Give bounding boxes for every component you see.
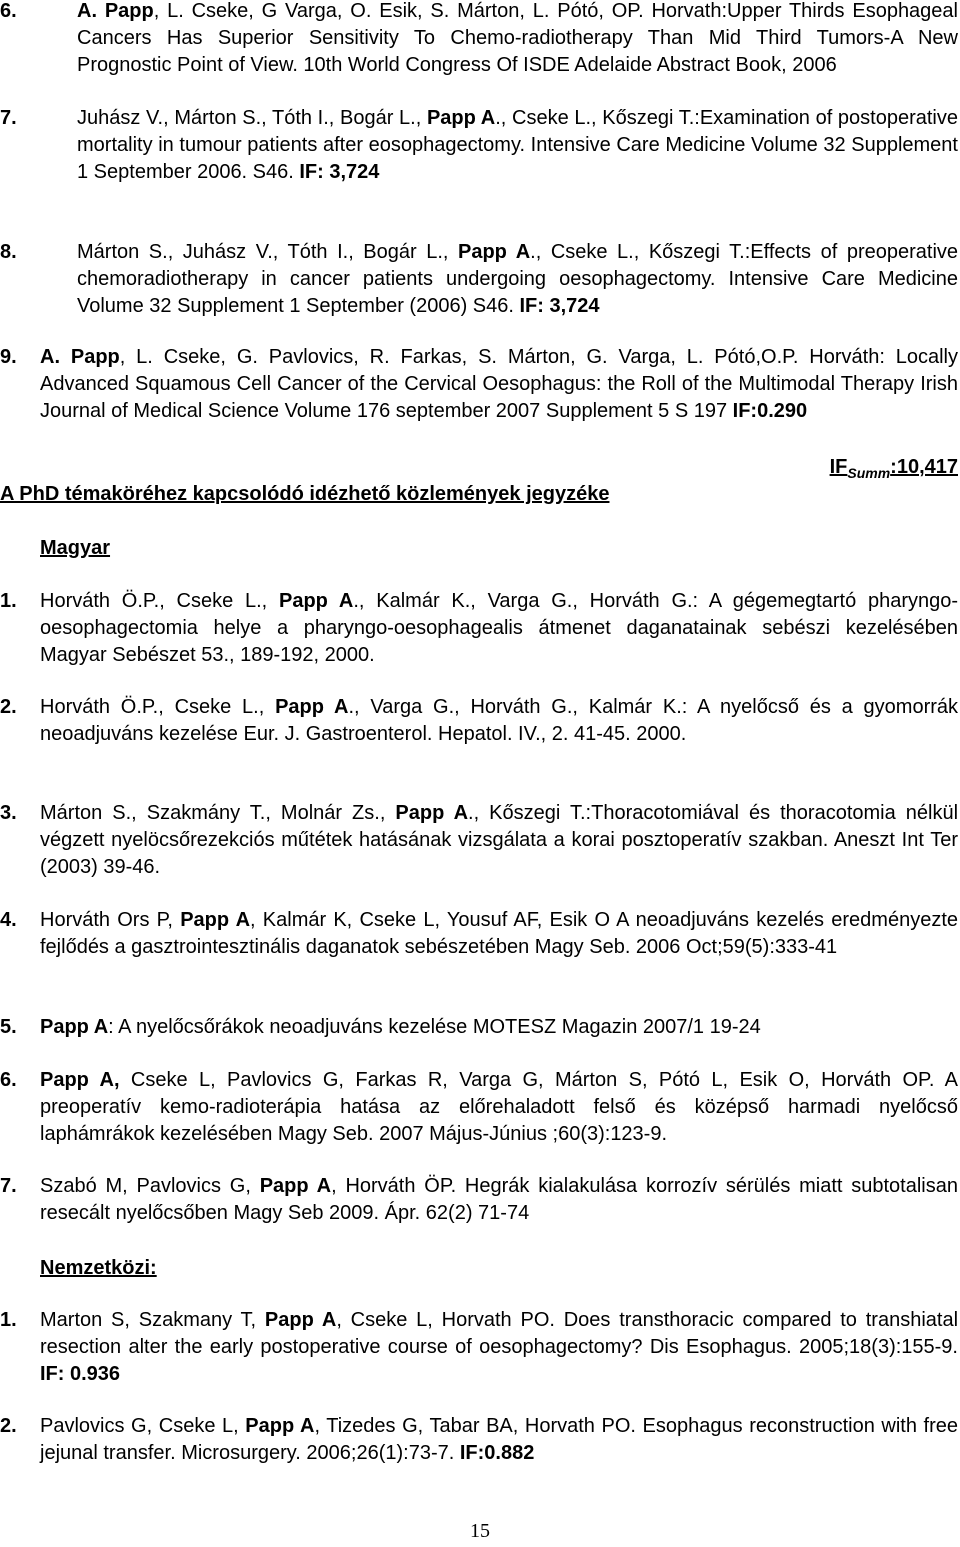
text-run: ., Cseke L., Kőszegi T.:Examination of postoperative mortality in tumour patients after eosophagectomy. Intensive Care Medicine Volume 32 Supplement 1 September 2006. S46. (77, 107, 958, 183)
text-run: ., Kőszegi T.:Thoracotomiával és thoracotomia nélkül végzett nyelöcsőrezekciós műtétek hatásának vizsgálata a korai posztoperatív szakban. Aneszt Int Ter (2003) 39-46. (40, 802, 959, 878)
text-run: , Cseke L, Horvath PO. Does transthoracic compared to transhiatal resection alter the early postoperative course of oesophagectomy? Dis Esophagus. 2005;18(3):155-9. (40, 1309, 959, 1358)
reference-text (40, 800, 958, 881)
reference-text (77, 239, 958, 320)
text-run: , Kalmár K, Cseke L, Yousuf AF, Esik O A neoadjuváns kezelés eredményezte fejlődés a gasztrointesztinális daganatok sebészetében Magy Seb. 2006 Oct;59(5):333-41 (40, 909, 959, 958)
bold-text: A. Papp (77, 0, 154, 22)
bold-text: A. Papp (40, 346, 120, 368)
text-run: ., Varga G., Horváth G., Kalmár K.: A nyelőcső és a gyomorrák neoadjuváns kezelése Eur. J. Gastroenterol. Hepatol. IV., 2. 41-45. 2000. (40, 696, 959, 745)
reference-text (40, 1014, 958, 1041)
bold-text: Papp A (395, 802, 469, 824)
reference-item (0, 694, 958, 748)
reference-number: 5. (0, 1016, 17, 1038)
section-heading: A PhD témaköréhez kapcsolódó idézhető közlemények jegyzéke (0, 483, 610, 505)
bold-text: IF: 3,724 (299, 161, 380, 183)
reference-text (40, 344, 958, 425)
text-run: : A nyelőcsőrákok neoadjuváns kezelése MOTESZ Magazin 2007/1 19-24 (108, 1016, 761, 1038)
reference-item (0, 239, 958, 320)
reference-text (40, 588, 958, 669)
text-run: , Horváth ÖP. Hegrák kialakulása korrozív sérülés miatt subtotalisan resecált nyelőcsőben Magy Seb 2009. Ápr. 62(2) 71-74 (40, 1175, 958, 1224)
page-number: 15 (470, 1520, 490, 1542)
text-run: , L. Cseke, G Varga, O. Esik, S. Márton, L. Pótó, OP. Horvath:Upper Thirds Esophageal Cancers Has Superior Sensitivity To Chemo-radiotherapy Than Mid Third Tumors-A New Prognostic Point of View. 10th World Congress Of ISDE Adelaide Abstract Book, 2006 (77, 0, 958, 76)
bold-text: Papp A (259, 1175, 332, 1197)
reference-text (77, 0, 958, 79)
reference-number: 9. (0, 346, 17, 368)
if-summary-prefix: IF (829, 456, 848, 478)
subheading-nemzetkozi: Nemzetközi: (40, 1257, 157, 1279)
reference-text (40, 694, 958, 748)
reference-text (77, 105, 958, 186)
reference-text (40, 1173, 958, 1227)
text-run: Szabó M, Pavlovics G, (40, 1175, 260, 1197)
bold-text: Papp A (426, 107, 496, 129)
reference-text (40, 1413, 958, 1467)
reference-number: 3. (0, 802, 17, 824)
bold-text: IF:0.882 (459, 1442, 535, 1464)
bold-text: IF:0.290 (732, 400, 808, 422)
reference-number: 2. (0, 696, 17, 718)
bold-text: IF: 3,724 (519, 295, 600, 317)
reference-item (0, 1067, 958, 1148)
reference-item (0, 907, 958, 961)
text-run: Horváth Ö.P., Cseke L., (40, 590, 279, 612)
bold-text: IF: 0.936 (40, 1363, 121, 1385)
subheading-magyar: Magyar (40, 537, 111, 559)
impact-factor-summary (830, 452, 958, 488)
reference-number: 1. (0, 1309, 17, 1331)
reference-item (0, 1173, 958, 1227)
reference-number: 4. (0, 909, 17, 931)
text-run: ., Cseke L., Kőszegi T.:Effects of preoperative chemoradiotherapy in cancer patients undergoing oesophagectomy. Intensive Care Medicine Volume 32 Supplement 1 September (2006) S46. (77, 241, 959, 317)
reference-item (0, 1014, 958, 1041)
bold-text: Papp A (458, 241, 531, 263)
reference-item (0, 588, 958, 669)
text-run: , Tizedes G, Tabar BA, Horvath PO. Esophagus reconstruction with free jejunal transfer. Microsurgery. 2006;26(1):73-7. (40, 1415, 959, 1464)
reference-text (40, 907, 958, 961)
text-run: Marton S, Szakmany T, (40, 1309, 265, 1331)
text-run: Márton S., Juhász V., Tóth I., Bogár L., (77, 241, 458, 263)
text-run: Márton S., Szakmány T., Molnár Zs., (40, 802, 396, 824)
text-run: Pavlovics G, Cseke L, (40, 1415, 246, 1437)
reference-number: 7. (0, 107, 17, 129)
text-run: Cseke L, Pavlovics G, Farkas R, Varga G, Márton S, Pótó L, Esik O, Horváth OP. A preoperatív kemo-radioterápia hatása az előrehaladott felső és középső harmadi nyelőcső laphámrákok kezelésében Magy Seb. 2007 Május-Június ;60(3):123-9. (40, 1069, 958, 1145)
bold-text: Papp A (245, 1415, 315, 1437)
bold-text: Papp A (279, 590, 354, 612)
if-summary-subscript: Summ (847, 465, 891, 481)
bold-text: Papp A (275, 696, 349, 718)
reference-item (0, 800, 958, 881)
text-run: Horváth Ö.P., Cseke L., (40, 696, 276, 718)
reference-text (40, 1307, 958, 1388)
text-run: ., Kalmár K., Varga G., Horváth G.: A gégemegtartó pharyngo-oesophagectomia helye a pharyngo-oesophagealis átmenet daganatainak sebészi kezelésében Magyar Sebészet 53., 189-192, 2000. (40, 590, 959, 666)
reference-text (40, 1067, 958, 1148)
bold-text: Papp A (264, 1309, 337, 1331)
reference-item (0, 0, 958, 79)
text-run: Juhász V., Márton S., Tóth I., Bogár L., (77, 107, 427, 129)
reference-item (0, 344, 958, 425)
reference-item (0, 1307, 958, 1388)
bold-text: Papp A (40, 1016, 109, 1038)
if-summary-value: :10,417 (890, 456, 958, 478)
text-run: Horváth Ors P, (40, 909, 181, 931)
text-run: , L. Cseke, G. Pavlovics, R. Farkas, S. Márton, G. Varga, L. Pótó,O.P. Horváth: Locally Advanced Squamous Cell Cancer of the Cervical Oesophagus: the Roll of the Multimodal Therapy Irish Journal of Medical Science Volume 176 september 2007 Supplement 5 S 197 (40, 346, 958, 422)
reference-number: 7. (0, 1175, 17, 1197)
bold-text: Papp A, (40, 1069, 120, 1091)
reference-number: 8. (0, 241, 17, 263)
reference-number: 2. (0, 1415, 17, 1437)
reference-item (0, 1413, 958, 1467)
reference-number: 6. (0, 1069, 17, 1091)
reference-item (0, 105, 958, 186)
reference-number: 1. (0, 590, 17, 612)
reference-number: 6. (0, 0, 17, 22)
bold-text: Papp A (180, 909, 251, 931)
